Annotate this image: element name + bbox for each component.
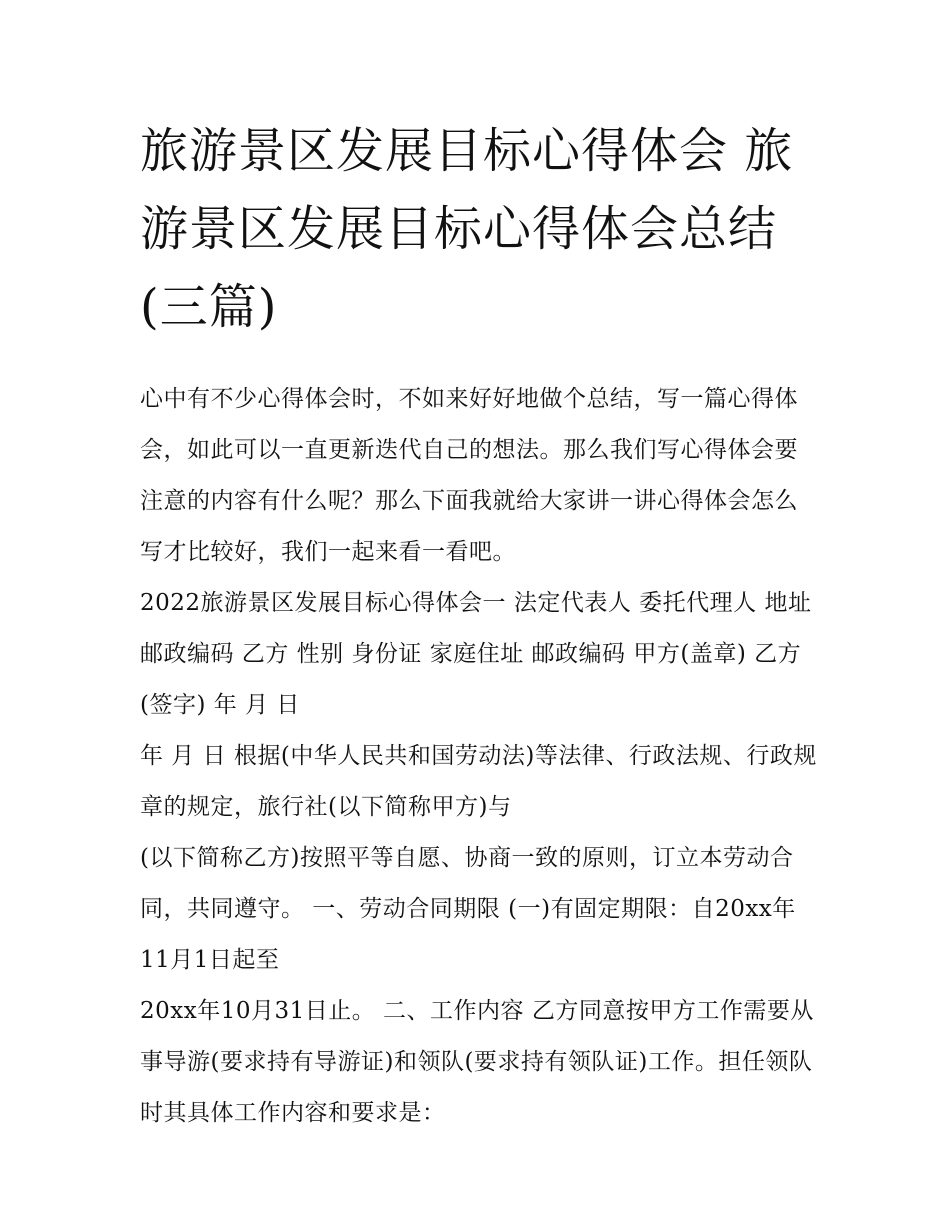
paragraph-contract-term: (以下简称乙方)按照平等自愿、协商一致的原则，订立本劳动合同，共同遵守。 一、劳动合同期限 (一)有固定期限：自20xx年11月1日起至 [140,845,796,973]
paragraph-contract-parties: 2022旅游景区发展目标心得体会一 法定代表人 委托代理人 地址 邮政编码 乙方 性别 身份证 家庭住址 邮政编码 甲方(盖章) 乙方(签字) 年 月 日 [140,590,812,718]
paragraph-intro: 心中有不少心得体会时，不如来好好地做个总结，写一篇心得体会，如此可以一直更新迭代自己的想法。那么我们写心得体会要注意的内容有什么呢？那么下面我就给大家讲一讲心得体会怎么写才比较好，我们一起来看一看吧。 [140,386,798,565]
paragraph-legal-basis: 年 月 日 根据(中华人民共和国劳动法)等法律、行政法规、行政规章的规定，旅行社(以下简称甲方)与 [140,743,817,820]
document-title: 旅游景区发展目标心得体会 旅游景区发展目标心得体会总结(三篇) [140,123,794,335]
document-body [140,112,820,1139]
paragraph-work-content: 20xx年10月31日止。 二、工作内容 乙方同意按甲方工作需要从事导游(要求持有导游证)和领队(要求持有领队证)工作。担任领队时其具体工作内容和要求是： [140,998,814,1126]
